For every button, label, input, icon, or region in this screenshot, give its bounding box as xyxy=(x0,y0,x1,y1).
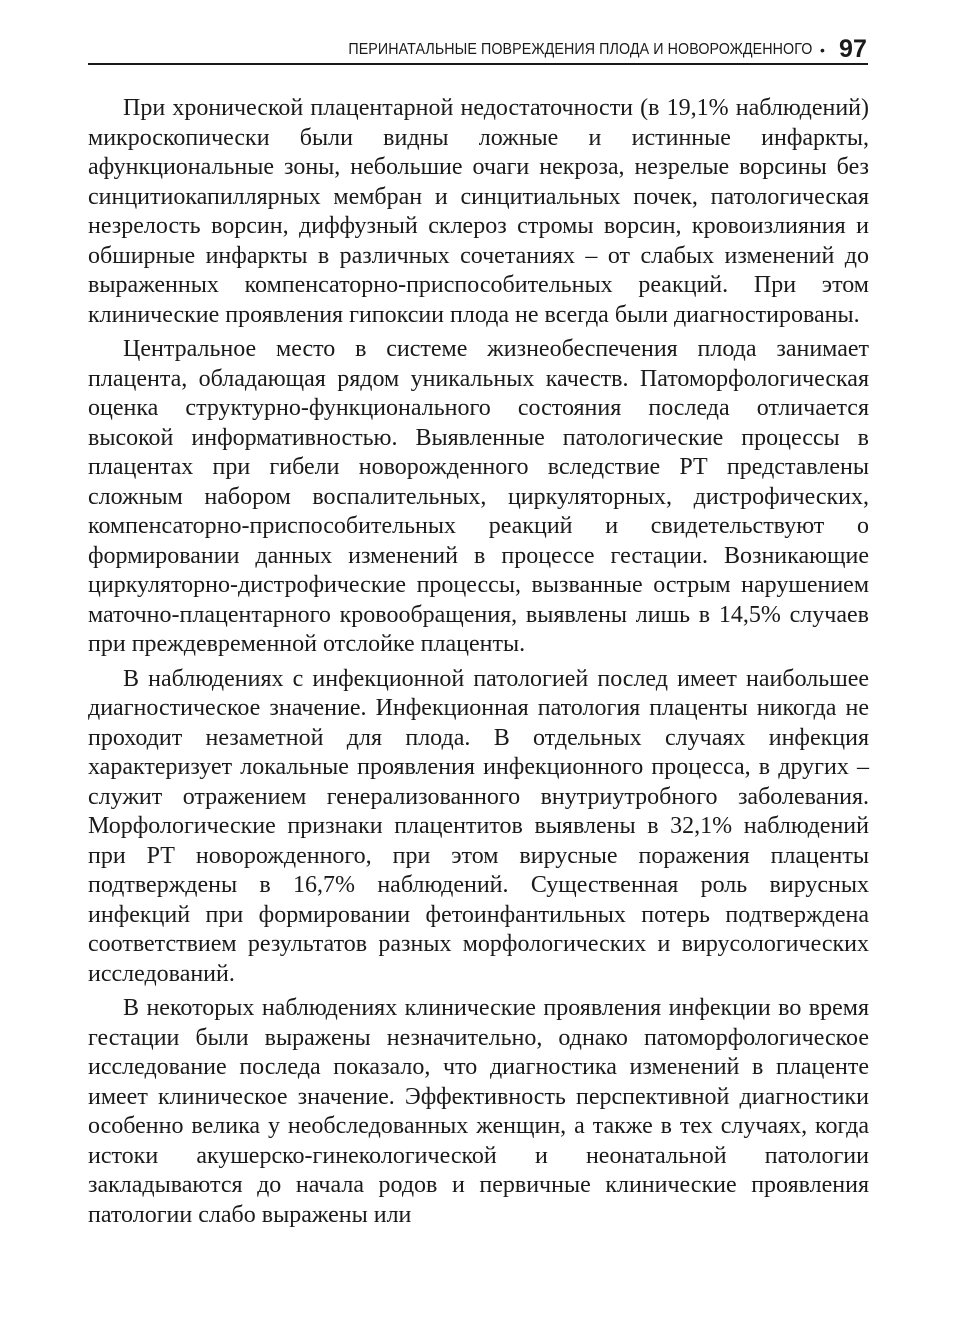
running-head-title: ПЕРИНАТАЛЬНЫЕ ПОВРЕЖДЕНИЯ ПЛОДА И НОВОРОЖДЕННОГО xyxy=(347,41,812,58)
running-head xyxy=(88,30,867,64)
paragraph-2: Центральное место в системе жизнеобеспечения плода занимает плацента, обладающая рядом уникальных качеств. Патоморфологическая оценка структурно-функционального состояния последа отличается высокой информативностью. Выявленные патологические процессы в плацентах при гибели новорожденного вследствие РТ представлены сложным набором воспалительных, циркуляторных, дистрофических, компенсаторно-приспособительных реакций и свидетельствуют о формировании данных изменений в процессе гестации. Возникающие циркуляторно-дистрофические процессы, вызванные острым нарушением маточно-плацентарного кровообращения, выявлены лишь в 14,5% случаев при преждевременной отслойке плаценты. xyxy=(88,336,869,657)
body-text xyxy=(88,94,869,1230)
running-head-bullet: • xyxy=(819,42,825,58)
paragraph-3: В наблюдениях с инфекционной патологией послед имеет наибольшее диагностическое значение. Инфекционная патология плаценты никогда не проходит незаметной для плода. В отдельных случаях инфекция характеризует локальные проявления инфекционного процесса, в других – служит отражением генерализованного внутриутробного заболевания. Морфологические признаки плацентитов выявлены в 32,1% наблюдений при РТ новорожденного, при этом вирусные поражения плаценты подтверждены в 16,7% наблюдений. Существенная роль вирусных инфекций при формировании фетоинфантильных потерь подтверждена соответствием результатов разных морфологических и вирусологических исследований. xyxy=(88,665,869,987)
paragraph-4: В некоторых наблюдениях клинические проявления инфекции во время гестации были выражены незначительно, однако патоморфологическое исследование последа показало, что диагностика изменений в плаценте имеет клиническое значение. Эффективность перспективной диагностики особенно велика у необследованных женщин, а также в тех случаях, когда истоки акушерско-гинекологической и неонатальной патологии закладываются до начала родов и первичные клинические проявления патологии слабо выражены или xyxy=(88,995,869,1228)
page-number: 97 xyxy=(838,35,867,63)
header-rule xyxy=(88,63,868,65)
paragraph-1: При хронической плацентарной недостаточности (в 19,1% наблюдений) микроскопически были видны ложные и истинные инфаркты, афункциональные зоны, небольшие очаги некроза, незрелые ворсины без синцитиокапиллярных мембран и синцитиальных почек, патологическая незрелость ворсин, диффузный склероз стромы ворсин, кровоизлияния и обширные инфаркты в различных сочетаниях – от слабых изменений до выраженных компенсаторно-приспособительных реакций. При этом клинические проявления гипоксии плода не всегда были диагностированы. xyxy=(88,95,869,328)
